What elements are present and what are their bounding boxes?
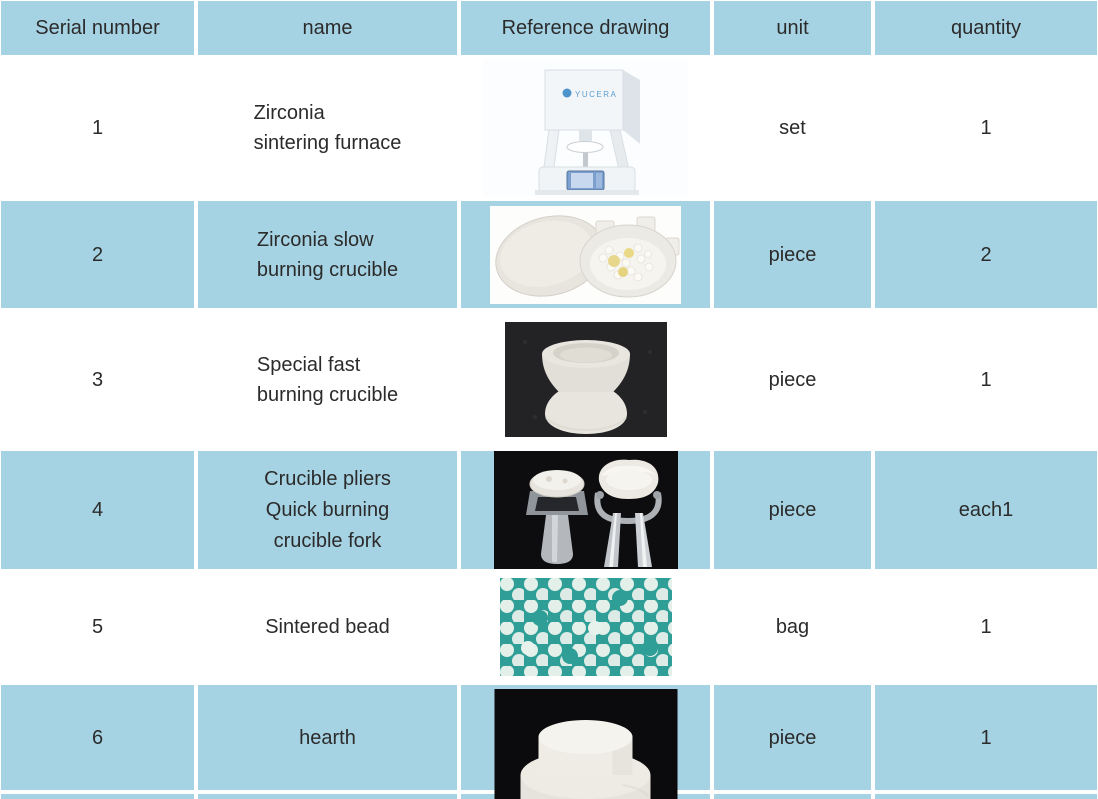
item-name-line: crucible fork (273, 529, 382, 552)
header-row (1, 1, 1097, 55)
item-name-line: Sintered bead (265, 616, 390, 638)
item-name-line: Zirconia slow (256, 228, 374, 251)
item-name-cell (198, 201, 457, 308)
reference-drawing-cell (461, 573, 710, 681)
svg-text:YUCERA: YUCERA (575, 90, 618, 99)
unit-cell: piece (714, 201, 871, 308)
photo-overflow-wrapper (461, 687, 710, 788)
serial-cell: 5 (1, 573, 194, 681)
hearth-photo (494, 689, 677, 799)
serial-cell: 4 (1, 451, 194, 569)
reference-drawing-cell (461, 59, 710, 197)
column-header-name: name (198, 1, 457, 55)
item-name-line: Quick burning (265, 498, 390, 521)
unit-cell: piece (714, 451, 871, 569)
unit-cell: piece (714, 312, 871, 447)
reference-drawing-cell (461, 451, 710, 569)
item-name-line: sintering furnace (253, 132, 402, 154)
item-name-line: hearth (299, 726, 356, 749)
quantity-cell (875, 794, 1097, 799)
reference-drawing-cell (461, 685, 710, 790)
quantity-cell: 2 (875, 201, 1097, 308)
serial-cell: 2 (1, 201, 194, 308)
item-name-cell (198, 573, 457, 681)
sintered-beads-photo (500, 578, 672, 676)
item-name-cell (198, 312, 457, 447)
quantity-cell: 1 (875, 59, 1097, 197)
serial-cell: 6 (1, 685, 194, 790)
item-name-line: burning crucible (256, 383, 399, 406)
item-name-line: Crucible pliers (264, 467, 391, 490)
item-name-line: Special fast (256, 353, 361, 376)
column-header-serial-number: Serial number (1, 1, 194, 55)
item-name-cell (198, 59, 457, 197)
zirconia-slow-burning-crucible-photo (490, 206, 681, 304)
unit-cell: piece (714, 685, 871, 790)
column-header-quantity: quantity (875, 1, 1097, 55)
serial-cell: 1 (1, 59, 194, 197)
serial-cell (1, 794, 194, 799)
quantity-cell: 1 (875, 312, 1097, 447)
item-name-cell (198, 794, 457, 799)
table-row (1, 59, 1097, 197)
quantity-cell: 1 (875, 573, 1097, 681)
table-row (1, 573, 1097, 681)
item-name-cell (198, 451, 457, 569)
reference-drawing-cell (461, 201, 710, 308)
column-header-reference-drawing: Reference drawing (461, 1, 710, 55)
table-row (1, 685, 1097, 790)
quantity-cell: 1 (875, 685, 1097, 790)
quantity-cell: each1 (875, 451, 1097, 569)
table-row (1, 201, 1097, 308)
serial-cell: 3 (1, 312, 194, 447)
item-name-line: burning crucible (256, 258, 399, 281)
unit-cell: set (714, 59, 871, 197)
reference-drawing-cell (461, 312, 710, 447)
unit-cell (714, 794, 871, 799)
item-name-cell (198, 685, 457, 790)
table-row (1, 312, 1097, 447)
table-row (1, 451, 1097, 569)
zirconia-sintering-furnace-photo (483, 60, 688, 196)
unit-cell: bag (714, 573, 871, 681)
item-name-line: Zirconia (253, 102, 325, 124)
crucible-pliers-and-fork-photo (494, 451, 678, 569)
column-header-unit: unit (714, 1, 871, 55)
special-fast-burning-crucible-photo (505, 322, 667, 437)
